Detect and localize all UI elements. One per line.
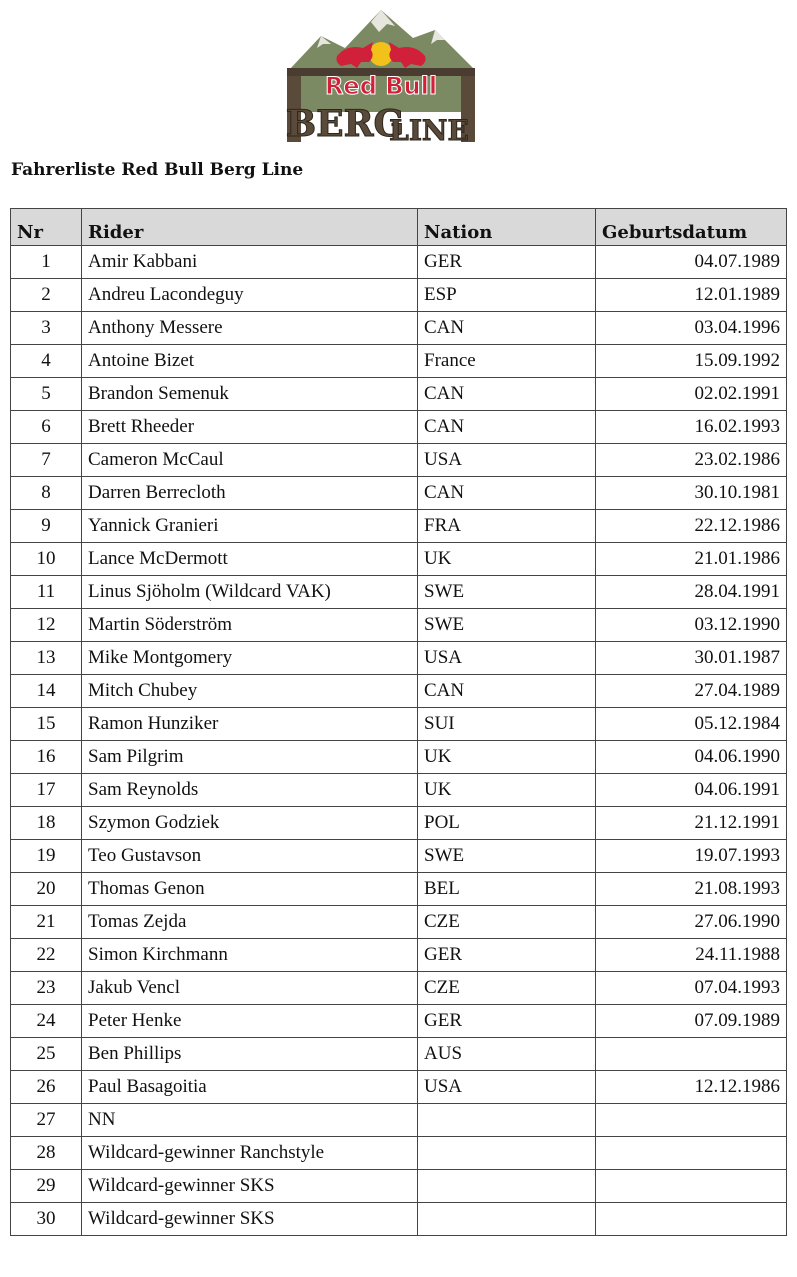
rider-list-table (10, 208, 787, 1236)
cell-birthdate: 05.12.1984 (596, 708, 787, 741)
cell-nation: FRA (418, 510, 596, 543)
cell-rider: Sam Pilgrim (82, 741, 418, 774)
table-row (11, 444, 787, 477)
cell-nation (418, 1104, 596, 1137)
cell-birthdate (596, 1104, 787, 1137)
cell-nation: POL (418, 807, 596, 840)
cell-rider: Amir Kabbani (82, 246, 418, 279)
cell-nr: 13 (11, 642, 82, 675)
cell-birthdate (596, 1203, 787, 1236)
cell-birthdate: 03.04.1996 (596, 312, 787, 345)
header-nr: Nr (11, 209, 82, 246)
cell-nation (418, 1137, 596, 1170)
cell-birthdate: 21.01.1986 (596, 543, 787, 576)
cell-nr: 18 (11, 807, 82, 840)
cell-rider: Simon Kirchmann (82, 939, 418, 972)
cell-rider: Andreu Lacondeguy (82, 279, 418, 312)
cell-rider: Ben Phillips (82, 1038, 418, 1071)
cell-rider: Wildcard-gewinner Ranchstyle (82, 1137, 418, 1170)
cell-nation: CAN (418, 378, 596, 411)
cell-nation: GER (418, 246, 596, 279)
cell-rider: Darren Berrecloth (82, 477, 418, 510)
cell-nr: 11 (11, 576, 82, 609)
table-row (11, 543, 787, 576)
table-row (11, 906, 787, 939)
cell-rider: Yannick Granieri (82, 510, 418, 543)
cell-birthdate (596, 1038, 787, 1071)
table-row (11, 279, 787, 312)
cell-rider: Paul Basagoitia (82, 1071, 418, 1104)
cell-nation: CAN (418, 675, 596, 708)
cell-nation: UK (418, 741, 596, 774)
cell-birthdate: 21.08.1993 (596, 873, 787, 906)
table-row (11, 246, 787, 279)
header-nation: Nation (418, 209, 596, 246)
cell-nr: 25 (11, 1038, 82, 1071)
cell-nation: USA (418, 444, 596, 477)
cell-rider: Sam Reynolds (82, 774, 418, 807)
cell-rider: Brandon Semenuk (82, 378, 418, 411)
table-row (11, 411, 787, 444)
red-bull-berg-line-logo (283, 8, 479, 148)
table-row (11, 1071, 787, 1104)
cell-nation: CAN (418, 477, 596, 510)
cell-rider: Szymon Godziek (82, 807, 418, 840)
table-row (11, 1170, 787, 1203)
cell-nr: 2 (11, 279, 82, 312)
cell-nr: 17 (11, 774, 82, 807)
cell-nation: USA (418, 1071, 596, 1104)
cell-nation: AUS (418, 1038, 596, 1071)
table-row (11, 1203, 787, 1236)
cell-nation: CAN (418, 411, 596, 444)
cell-nr: 29 (11, 1170, 82, 1203)
cell-nation: CZE (418, 906, 596, 939)
cell-nr: 21 (11, 906, 82, 939)
cell-nation: SWE (418, 840, 596, 873)
table-row (11, 1005, 787, 1038)
logo-text-line: LINE (389, 114, 469, 147)
cell-nation: SWE (418, 576, 596, 609)
cell-nr: 9 (11, 510, 82, 543)
cell-nr: 14 (11, 675, 82, 708)
cell-birthdate: 19.07.1993 (596, 840, 787, 873)
table-row (11, 972, 787, 1005)
cell-rider: Peter Henke (82, 1005, 418, 1038)
table-row (11, 807, 787, 840)
cell-birthdate: 21.12.1991 (596, 807, 787, 840)
cell-nr: 20 (11, 873, 82, 906)
cell-birthdate: 30.10.1981 (596, 477, 787, 510)
cell-nation: USA (418, 642, 596, 675)
cell-rider: Tomas Zejda (82, 906, 418, 939)
cell-birthdate: 12.12.1986 (596, 1071, 787, 1104)
cell-nation: UK (418, 774, 596, 807)
cell-birthdate: 15.09.1992 (596, 345, 787, 378)
cell-nr: 23 (11, 972, 82, 1005)
page-title: Fahrerliste Red Bull Berg Line (11, 160, 304, 180)
cell-rider: Mike Montgomery (82, 642, 418, 675)
cell-birthdate: 04.06.1990 (596, 741, 787, 774)
cell-nr: 3 (11, 312, 82, 345)
cell-nation: CAN (418, 312, 596, 345)
cell-nr: 16 (11, 741, 82, 774)
cell-nation: GER (418, 1005, 596, 1038)
cell-birthdate: 02.02.1991 (596, 378, 787, 411)
table-header-row (11, 209, 787, 246)
table-row (11, 510, 787, 543)
cell-birthdate: 03.12.1990 (596, 609, 787, 642)
table-row (11, 576, 787, 609)
table-row (11, 345, 787, 378)
cell-nr: 28 (11, 1137, 82, 1170)
cell-nr: 5 (11, 378, 82, 411)
header-birthdate: Geburtsdatum (596, 209, 787, 246)
logo-text-berg: BERG (285, 103, 405, 145)
cell-nr: 8 (11, 477, 82, 510)
cell-birthdate (596, 1170, 787, 1203)
table-row (11, 708, 787, 741)
cell-nr: 1 (11, 246, 82, 279)
table-row (11, 609, 787, 642)
cell-rider: Wildcard-gewinner SKS (82, 1203, 418, 1236)
cell-rider: Teo Gustavson (82, 840, 418, 873)
cell-nation: BEL (418, 873, 596, 906)
cell-nr: 12 (11, 609, 82, 642)
table-row (11, 1038, 787, 1071)
cell-rider: Mitch Chubey (82, 675, 418, 708)
cell-rider: Linus Sjöholm (Wildcard VAK) (82, 576, 418, 609)
cell-birthdate: 07.09.1989 (596, 1005, 787, 1038)
cell-nr: 4 (11, 345, 82, 378)
cell-birthdate: 22.12.1986 (596, 510, 787, 543)
cell-nr: 15 (11, 708, 82, 741)
cell-birthdate: 23.02.1986 (596, 444, 787, 477)
cell-birthdate: 16.02.1993 (596, 411, 787, 444)
cell-birthdate: 24.11.1988 (596, 939, 787, 972)
table-row (11, 741, 787, 774)
cell-birthdate: 28.04.1991 (596, 576, 787, 609)
cell-rider: Anthony Messere (82, 312, 418, 345)
cell-nation (418, 1203, 596, 1236)
table-row (11, 1137, 787, 1170)
cell-nr: 27 (11, 1104, 82, 1137)
table-row (11, 840, 787, 873)
cell-rider: NN (82, 1104, 418, 1137)
cell-nation: CZE (418, 972, 596, 1005)
cell-nr: 26 (11, 1071, 82, 1104)
table-row (11, 312, 787, 345)
cell-nr: 24 (11, 1005, 82, 1038)
table-row (11, 873, 787, 906)
cell-nr: 7 (11, 444, 82, 477)
cell-birthdate: 27.04.1989 (596, 675, 787, 708)
header-rider: Rider (82, 209, 418, 246)
cell-birthdate: 04.06.1991 (596, 774, 787, 807)
cell-nation (418, 1170, 596, 1203)
cell-rider: Antoine Bizet (82, 345, 418, 378)
cell-birthdate (596, 1137, 787, 1170)
cell-rider: Lance McDermott (82, 543, 418, 576)
cell-rider: Wildcard-gewinner SKS (82, 1170, 418, 1203)
cell-rider: Ramon Hunziker (82, 708, 418, 741)
logo-text-red-bull: Red Bull (324, 72, 438, 100)
cell-rider: Cameron McCaul (82, 444, 418, 477)
cell-rider: Martin Söderström (82, 609, 418, 642)
cell-nr: 30 (11, 1203, 82, 1236)
cell-birthdate: 12.01.1989 (596, 279, 787, 312)
table-row (11, 939, 787, 972)
cell-nr: 10 (11, 543, 82, 576)
cell-rider: Brett Rheeder (82, 411, 418, 444)
cell-nr: 22 (11, 939, 82, 972)
cell-nr: 19 (11, 840, 82, 873)
cell-rider: Thomas Genon (82, 873, 418, 906)
table-row (11, 642, 787, 675)
cell-birthdate: 07.04.1993 (596, 972, 787, 1005)
table-row (11, 774, 787, 807)
cell-nation: UK (418, 543, 596, 576)
cell-birthdate: 04.07.1989 (596, 246, 787, 279)
cell-nr: 6 (11, 411, 82, 444)
cell-nation: SWE (418, 609, 596, 642)
cell-birthdate: 27.06.1990 (596, 906, 787, 939)
sun-icon (369, 42, 393, 66)
cell-nation: France (418, 345, 596, 378)
table-row (11, 675, 787, 708)
cell-nation: SUI (418, 708, 596, 741)
cell-nation: ESP (418, 279, 596, 312)
table-row (11, 477, 787, 510)
table-row (11, 378, 787, 411)
cell-rider: Jakub Vencl (82, 972, 418, 1005)
cell-nation: GER (418, 939, 596, 972)
table-row (11, 1104, 787, 1137)
cell-birthdate: 30.01.1987 (596, 642, 787, 675)
